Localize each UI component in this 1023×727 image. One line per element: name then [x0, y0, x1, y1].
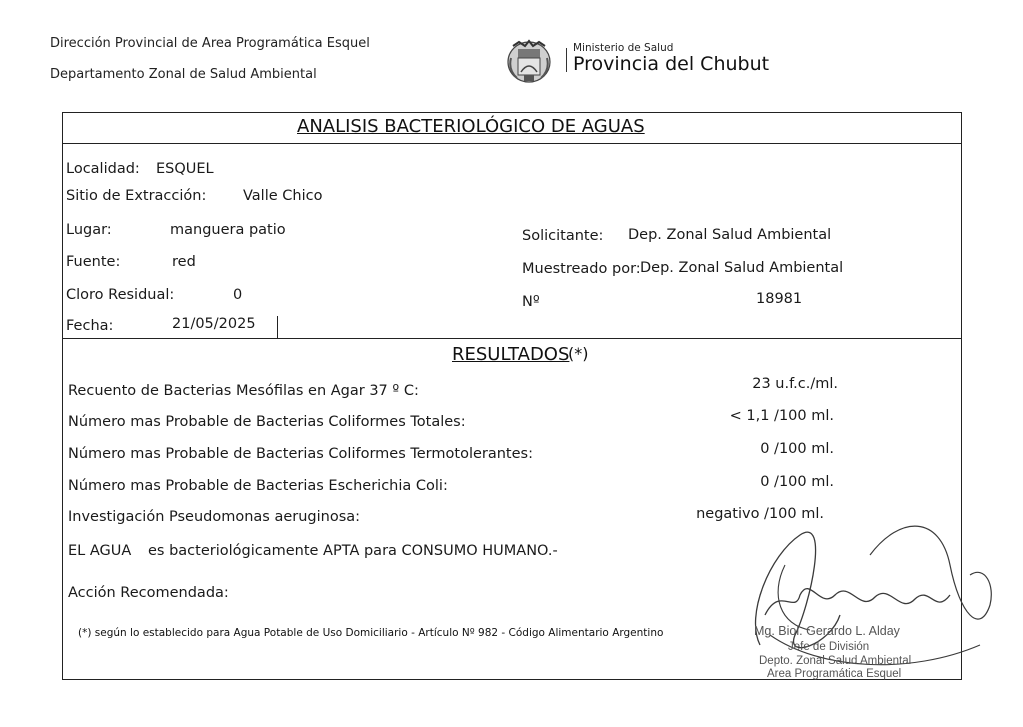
result-label-mesofilas: Recuento de Bacterias Mesófilas en Agar 37 º C: — [68, 383, 419, 399]
conclusion-text: es bacteriológicamente APTA para CONSUMO HUMANO.- — [148, 543, 558, 559]
fecha-label: Fecha: — [66, 318, 114, 334]
fuente-value: red — [172, 254, 196, 270]
lugar-value: manguera patio — [170, 222, 286, 238]
muestreado-value: Dep. Zonal Salud Ambiental — [640, 260, 844, 276]
result-label-ecoli: Número mas Probable de Bacterias Escherichia Coli: — [68, 478, 448, 494]
fecha-value: 21/05/2025 — [172, 316, 256, 332]
localidad-value: ESQUEL — [156, 161, 214, 177]
result-value-pseudomonas: negativo /100 ml. — [696, 506, 824, 522]
lugar-label: Lugar: — [66, 222, 112, 238]
province-name: Provincia del Chubut — [573, 53, 770, 75]
chubut-coat-of-arms-icon — [505, 38, 553, 84]
stamp-area: Area Programática Esquel — [767, 668, 902, 680]
sitio-value: Valle Chico — [243, 188, 323, 204]
cloro-label: Cloro Residual: — [66, 287, 175, 303]
muestreado-label: Muestreado por: — [522, 261, 641, 277]
result-value-ecoli: 0 /100 ml. — [760, 474, 834, 490]
fuente-label: Fuente: — [66, 254, 121, 270]
results-divider — [62, 338, 962, 339]
conclusion-subject: EL AGUA — [68, 543, 132, 559]
results-heading-note: (*) — [568, 344, 589, 363]
localidad-label: Localidad: — [66, 161, 140, 177]
footnote: (*) según lo establecido para Agua Potable de Uso Domiciliario - Artículo Nº 982 - Código Alimentario Argentino — [78, 627, 664, 639]
document-title: ANALISIS BACTERIOLÓGICO DE AGUAS — [297, 116, 645, 137]
result-value-termotolerantes: 0 /100 ml. — [760, 441, 834, 457]
results-heading: RESULTADOS — [452, 344, 570, 365]
numero-value: 18981 — [756, 291, 803, 307]
result-value-mesofilas: 23 u.f.c./ml. — [752, 376, 838, 392]
result-label-pseudomonas: Investigación Pseudomonas aeruginosa: — [68, 509, 361, 525]
stamp-title: Jefe de División — [788, 641, 870, 653]
result-label-coliformes-totales: Número mas Probable de Bacterias Coliformes Totales: — [68, 414, 466, 430]
solicitante-label: Solicitante: — [522, 228, 604, 244]
org-line-1: Dirección Provincial de Area Programática Esquel — [50, 36, 370, 51]
date-divider — [277, 316, 278, 338]
org-line-2: Departamento Zonal de Salud Ambiental — [50, 67, 317, 82]
title-divider — [62, 143, 962, 144]
result-value-coliformes-totales: < 1,1 /100 ml. — [729, 408, 834, 424]
sitio-label: Sitio de Extracción: — [66, 188, 207, 204]
solicitante-value: Dep. Zonal Salud Ambiental — [628, 227, 832, 243]
stamp-name: Mg. Biol. Gerardo L. Alday — [754, 624, 900, 638]
result-label-termotolerantes: Número mas Probable de Bacterias Coliformes Termotolerantes: — [68, 446, 533, 462]
ministry-name: Ministerio de Salud — [573, 42, 674, 54]
stamp-department: Depto. Zonal Salud Ambiental — [759, 655, 912, 667]
numero-label: Nº — [522, 294, 540, 310]
accion-label: Acción Recomendada: — [68, 585, 229, 601]
cloro-value: 0 — [233, 287, 243, 303]
header-divider — [566, 48, 567, 72]
